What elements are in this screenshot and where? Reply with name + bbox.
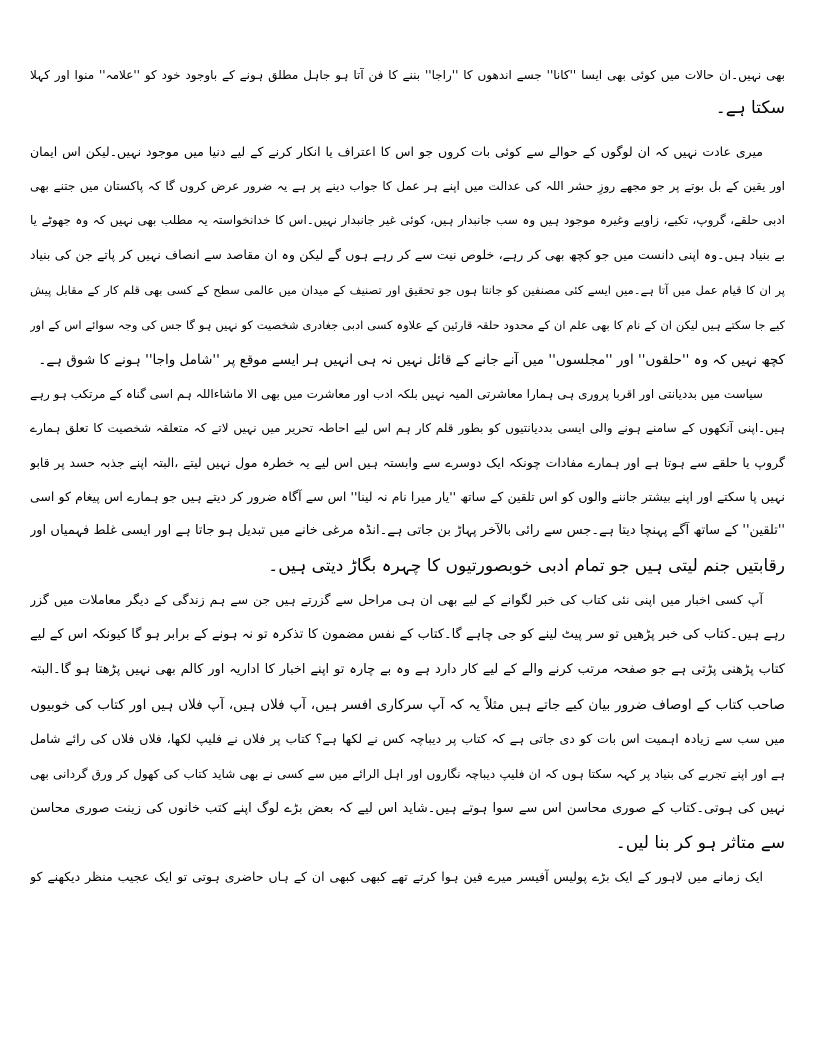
text-line: پر ان کا قیام عمل میں آتا ہے۔میں ایسے کئی مصنفین کو جانتا ہوں جو تحقیق اور تصنیف کے میدان میں عالمی سطح کے کسی بھی قلم کار کے مقابل پیش bbox=[30, 283, 785, 297]
document-page bbox=[30, 0, 785, 1055]
text-line: ''تلقین'' کے ساتھ آگے پہنچا دیتا ہے۔جس سے رائی بالآخر پہاڑ بن جاتی ہے۔انڈہ مرغی خانے میں تبدیل ہو جاتا ہے اور ایسی غلط فہمیاں اور bbox=[30, 523, 785, 538]
text-line: نہیں پا سکتے اور اپنے بیشتر جاننے والوں کو اس تلقین کے ساتھ ''یار میرا نام نہ لینا'' اس سے آگاہ ضرور کر دیتے ہیں جو ہمارے اس پیغام کو اسی bbox=[30, 489, 785, 504]
text-line: اور یقین کے بل بوتے پر جو مجھے روزِ حشر اللہ کی عدالت میں اپنے ہر عمل کا جواب دینے پر ہے یہ ضرور عرض کروں گا کہ پاکستان میں جتنے بھی bbox=[30, 179, 785, 193]
text-line: صاحب کتاب کے اوصاف ضرور بیان کیے جاتے ہیں مثلاً یہ کہ آپ سرکاری افسر ہیں، آپ فلاں ہیں، آپ فلاں ہیں اور کتاب کی خوبیوں bbox=[30, 697, 785, 713]
text-line: گروپ یا حلقے سے ہوتا ہے اور ہمارے مفادات چونکہ ایک دوسرے سے وابستہ ہیں اس لیے یہ خطرہ مول نہیں لیتے ،البتہ اپنے جذبہ حسد پر قابو bbox=[30, 455, 785, 470]
text-line: سکتا ہے۔ bbox=[715, 98, 785, 118]
text-line: رقابتیں جنم لیتی ہیں جو تمام ادبی خوبصورتیوں کا چہرہ بگاڑ دیتی ہیں۔ bbox=[268, 556, 785, 576]
text-line: نہیں کی ہوتی۔کتاب کے صوری محاسن اس سے سوا ہوتے ہیں۔شاید اس لیے کہ بعض بڑے لوگ اپنے کتب خانوں کی زینت صوری محاسن bbox=[30, 801, 785, 816]
text-line: آپ کسی اخبار میں اپنی نئی کتاب کی خبر لگوانے کے لیے بھی ان ہی مراحل سے گزرتے ہیں جن سے ہم زندگی کے دیگر معاملات میں گزر bbox=[30, 592, 763, 607]
text-line: رہے ہیں۔کتاب کی خبر پڑھیں تو سر پیٹ لینے کو جی چاہے گا۔کتاب کے نفس مضمون کا تذکرہ تو نہ ہونے کے برابر ہو گا کیونکہ اس کے لیے bbox=[30, 627, 785, 642]
text-line: ایک زمانے میں لاہور کے ایک بڑے پولیس آفیسر میرے فین ہوا کرتے تھے کبھی کبھی ان کے ہاں حاضری ہوتی تو ایک عجیب منظر دیکھنے کو bbox=[30, 869, 763, 884]
text-line: میری عادت نہیں کہ ان لوگوں کے حوالے سے کوئی بات کروں جو اس کا اعتراف یا انکار کرنے کے لیے دنیا میں موجود نہیں۔لیکن اس ایمان bbox=[30, 144, 763, 159]
text-line: سے متاثر ہو کر بنا لیں۔ bbox=[615, 833, 785, 853]
text-line: ادبی حلقے، گروپ، تکیے، زاویے وغیرہ موجود ہیں وہ سب جانبدار ہیں، کوئی غیر جانبدار نہیں۔اس کا خدانخواستہ یہ مطلب بھی نہیں کہ وہ جھوٹے یا bbox=[30, 213, 785, 227]
text-line: ہیں۔اپنی آنکھوں کے سامنے ہونے والی ایسی بددیانتیوں کو بطور قلم کار ہم اس لیے احاطہ تحریر میں نہیں لاتے کہ متعلقہ شخصیت کا تعلق ہمارے bbox=[30, 421, 785, 435]
text-line: کتاب پڑھنی پڑتی ہے جو صفحہ مرتب کرنے والے کے لیے کار دارد ہے وہ بے چارہ تو اپنے اخبار کا اداریہ اور کالم بھی نہیں پڑھتا ہو گا۔البتہ bbox=[30, 662, 785, 677]
text-line: کچھ نہیں کہ وہ ''حلقوں'' اور ''مجلسوں'' میں آنے جانے کے قائل نہیں نہ ہی انہیں ہر ایسے موقع پر ''شامل واجا'' ہونے کا شوق ہے۔ bbox=[38, 352, 785, 368]
text-line: کیے جا سکتے ہیں لیکن ان کے نام کا بھی علم ان کے محدود حلقہ قارئین کے علاوہ کسی ادبی جغادری شخصیت کو نہیں ہو گا جس کی وجہ سوائے اس کے اور bbox=[30, 318, 785, 332]
text-line: میں سب سے زیادہ اہمیت اس بات کو دی جاتی ہے کہ کتاب پر دیباچہ کس نے لکھا ہے؟ کتاب پر فلاں نے فلیپ لکھا، فلاں فلاں کی رائے شامل bbox=[30, 731, 785, 746]
text-line: سیاست میں بددیانتی اور اقربا پروری ہی ہمارا معاشرتی المیہ نہیں بلکہ ادب اور معاشرت میں بھی الا ماشاءاللہ ہم اسی گناہ کے مرتکب ہو رہے bbox=[30, 387, 763, 401]
text-line: بھی نہیں۔ان حالات میں کوئی بھی ایسا ''کانا'' جسے اندھوں کا ''راجا'' بننے کا فن آتا ہو جاہل مطلق ہونے کے باوجود خود کو ''علامہ'' منوا اور کہلا bbox=[30, 68, 785, 82]
text-line: بے بنیاد ہیں۔وہ اپنی دانست میں جو کچھ بھی کر رہے، خلوص نیت سے کر رہے ہوں گے لیکن وہ ان مقاصد سے انصاف نہیں کر پاتے جن کی بنیاد bbox=[30, 247, 785, 262]
text-line: ہے اور اپنے تجربے کی بنیاد پر کہہ سکتا ہوں کہ ان فلیپ دیباچہ نگاروں اور اہل الرائے میں سے کسی نے بھی شاید کتاب کی کھول کر ورق گردانی بھی bbox=[30, 767, 785, 781]
